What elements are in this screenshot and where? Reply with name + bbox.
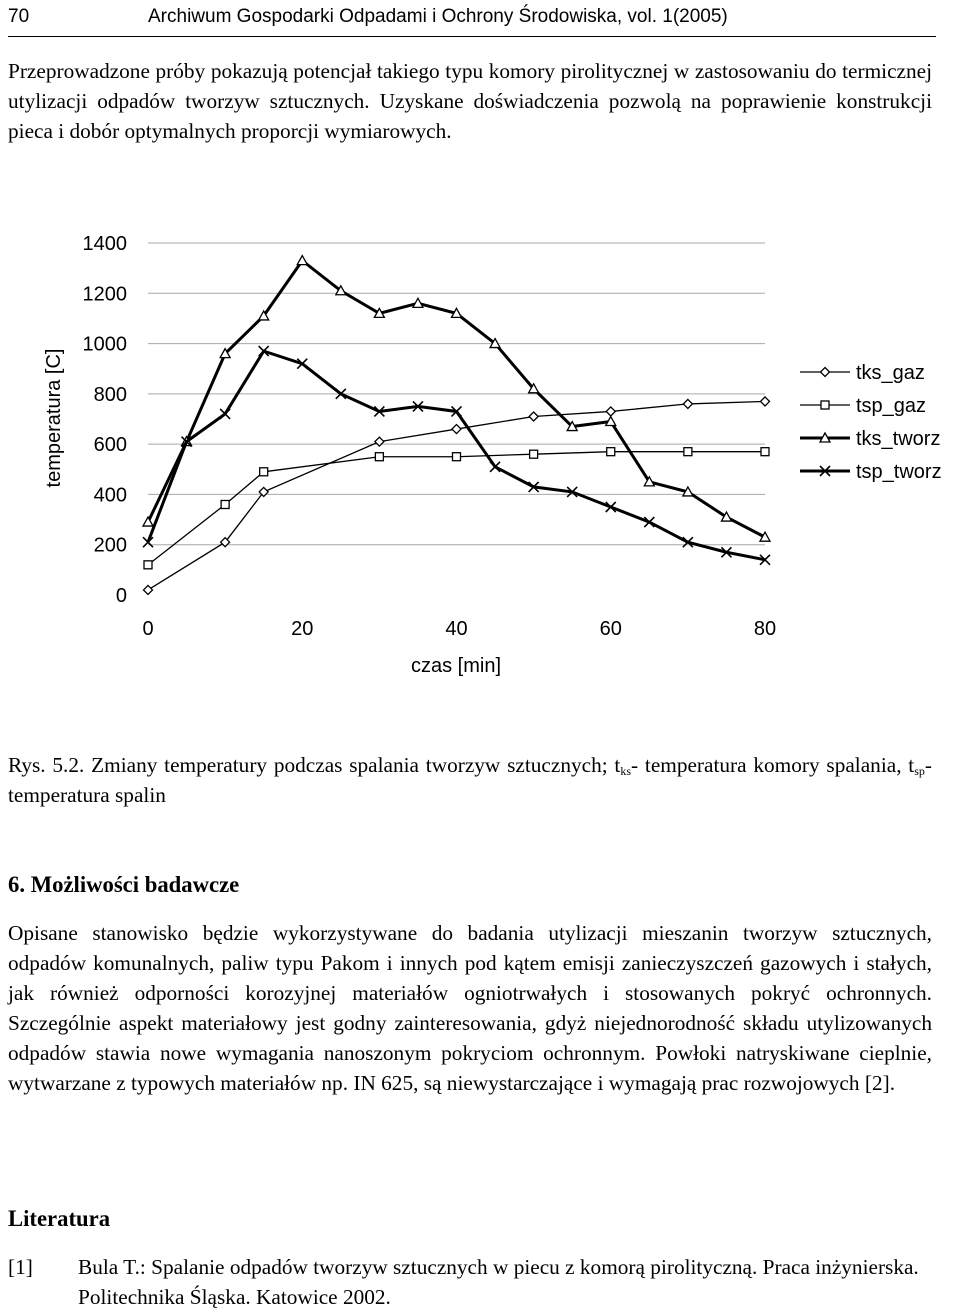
journal-title: Archiwum Gospodarki Odpadami i Ochrony Środowiska, vol. 1(2005) xyxy=(148,6,728,27)
reference-text: Bula T.: Spalanie odpadów tworzyw sztucznych w piecu z komorą pirolityczną. Praca inżynierska. Politechnika Śląska. Katowice 2002. xyxy=(78,1255,919,1309)
x-axis-label: czas [min] xyxy=(410,655,502,677)
chart-legend xyxy=(800,362,942,483)
point-tks_gaz-3 xyxy=(375,437,384,446)
legend-item-tks_tworz xyxy=(800,428,940,450)
legend-item-tsp_gaz xyxy=(800,395,926,417)
legend-marker-tks_gaz xyxy=(821,368,830,377)
chart-series xyxy=(143,256,770,595)
legend-label-tks_gaz: tks_gaz xyxy=(856,362,925,384)
series-tsp_gaz xyxy=(144,448,769,569)
literature-heading: Literatura xyxy=(8,1206,111,1231)
point-tsp_gaz-5 xyxy=(530,450,538,458)
point-tsp_tworz-9 xyxy=(490,462,500,472)
series-tks_tworz xyxy=(143,256,770,542)
caption-sub-ks: ks xyxy=(620,764,632,778)
y-tick-1000: 1000 xyxy=(82,333,127,356)
y-axis-label: temperatura [C] xyxy=(43,348,65,488)
caption-sub-sp: sp xyxy=(914,764,925,778)
point-tsp_gaz-2 xyxy=(260,468,268,476)
point-tks_gaz-6 xyxy=(606,407,615,416)
point-tsp_gaz-7 xyxy=(684,448,692,456)
reference-item xyxy=(8,1252,932,1312)
x-tick-40: 40 xyxy=(445,618,468,640)
point-tks_gaz-8 xyxy=(761,397,770,406)
legend-label-tks_tworz: tks_tworz xyxy=(856,428,941,450)
x-tick-labels xyxy=(142,618,776,640)
section-heading: 6. Możliwości badawcze xyxy=(8,872,240,897)
x-tick-20: 20 xyxy=(291,618,314,640)
legend-label-tsp_tworz: tsp_tworz xyxy=(856,461,942,483)
series-tks_gaz xyxy=(144,397,770,595)
y-tick-200: 200 xyxy=(93,534,127,557)
section-paragraph: Opisane stanowisko będzie wykorzystywane do badania utylizacji mieszanin tworzyw sztucznych, odpadów komunalnych, paliw typu Pakom i innych pod kątem emisji zanieczyszczeń gazowych i stałych, jak również odporności korozyjnej materiałów ogniotrwałych i stosowanych pokryć ochronnych. Szczególnie aspekt materiałowy jest godny zainteresowania, gdyż niejednorodność składu utylizowanych odpadów stawia nowe wymagania nanoszonym pokryciom ochronnym. Powłoki natryskiwane cieplnie, wytwarzane z typowych materiałów np. IN 625, są niewystarczające i wymagają prac rozwojowych [2]. xyxy=(8,921,932,1095)
x-tick-80: 80 xyxy=(753,618,777,640)
point-tks_gaz-5 xyxy=(529,412,538,421)
line-tks_tworz xyxy=(148,261,765,538)
y-tick-400: 400 xyxy=(93,484,127,507)
figure-caption xyxy=(8,750,932,810)
point-tsp_gaz-6 xyxy=(607,448,615,456)
legend-marker-tsp_gaz xyxy=(821,401,829,409)
point-tks_tworz-0 xyxy=(143,517,153,526)
y-tick-labels xyxy=(83,233,128,607)
line-tsp_gaz xyxy=(148,452,765,565)
page-number: 70 xyxy=(8,6,30,27)
point-tsp_gaz-4 xyxy=(453,453,461,461)
point-tks_tworz-4 xyxy=(297,256,307,265)
caption-prefix: Rys. 5.2. Zmiany temperatury podczas spalania tworzyw sztucznych; t xyxy=(8,753,621,777)
legend-item-tks_gaz xyxy=(800,362,925,384)
y-tick-1400: 1400 xyxy=(82,233,127,255)
reference-number: [1] xyxy=(8,1255,33,1279)
y-tick-600: 600 xyxy=(93,434,127,457)
point-tsp_gaz-1 xyxy=(221,500,229,508)
intro-paragraph: Przeprowadzone próby pokazują potencjał takiego typu komory pirolitycznej w zastosowaniu do termicznej utylizacji odpadów tworzyw sztucznych. Uzyskane doświadczenia pozwolą na poprawienie konstrukcji pieca i dobór optymalnych proporcji wymiarowych. xyxy=(8,59,932,143)
x-tick-0: 0 xyxy=(142,618,154,640)
y-tick-800: 800 xyxy=(93,383,127,406)
x-tick-60: 60 xyxy=(599,618,622,640)
temperature-chart xyxy=(0,215,960,685)
point-tks_gaz-0 xyxy=(144,585,153,594)
point-tsp_gaz-8 xyxy=(761,448,769,456)
caption-suffix: - temperatura spalin xyxy=(8,753,932,807)
point-tsp_gaz-0 xyxy=(144,561,152,569)
legend-item-tsp_tworz xyxy=(800,461,942,483)
y-tick-0: 0 xyxy=(115,585,127,607)
point-tks_gaz-4 xyxy=(452,425,461,434)
point-tsp_tworz-2 xyxy=(220,409,230,419)
point-tks_gaz-7 xyxy=(683,399,692,408)
running-header xyxy=(8,0,936,37)
legend-label-tsp_gaz: tsp_gaz xyxy=(856,395,927,417)
y-tick-1200: 1200 xyxy=(82,283,127,306)
point-tsp_gaz-3 xyxy=(375,453,383,461)
caption-mid: - temperatura komory spalania, t xyxy=(631,753,915,777)
chart-gridlines xyxy=(148,243,765,545)
